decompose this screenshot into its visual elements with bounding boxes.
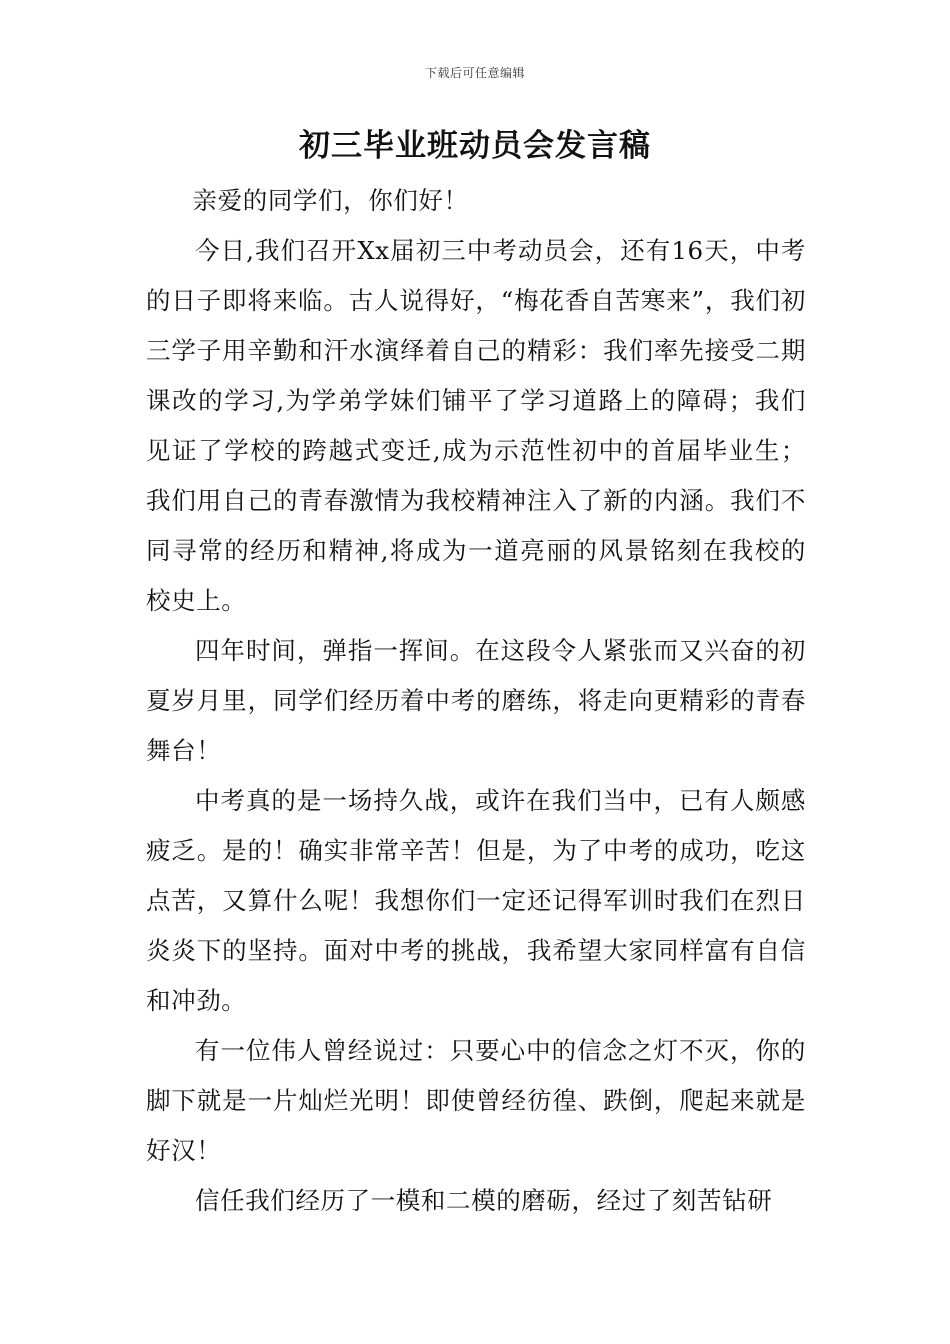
paragraph-greeting: 亲爱的同学们，你们好！ (192, 186, 469, 215)
paragraph: 四年时间，弹指一挥间。在这段令人紧张而又兴奋的初夏岁月里，同学们经历着中考的磨练，将走向更精彩的青春舞台！ (146, 636, 806, 765)
paragraph: 今日,我们召开Xx届初三中考动员会，还有16天，中考的日子即将来临。古人说得好，“梅花香自苦寒来”，我们初三学子用辛勤和汗水演绎着自己的精彩：我们率先接受二期课改的学习,为学弟学妹们铺平了学习道路上的障碍；我们见证了学校的跨越式变迁,成为示范性初中的首届毕业生；我们用自己的青春激情为我校精神注入了新的内涵。我们不同寻常的经历和精神,将成为一道亮丽的风景铭刻在我校的校史上。 (146, 236, 806, 615)
paragraph: 信任我们经历了一模和二模的磨砺，经过了刻苦钻研 (195, 1186, 773, 1215)
page-title: 初三毕业班动员会发言稿 (299, 128, 651, 164)
header-note: 下载后可任意编辑 (424, 66, 525, 80)
paragraph: 中考真的是一场持久战，或许在我们当中，已有人颇感疲乏。是的！确实非常辛苦！但是，为了中考的成功，吃这点苦，又算什么呢！我想你们一定还记得军训时我们在烈日炎炎下的坚持。面对中考的挑战，我希望大家同样富有自信和冲劲。 (146, 786, 806, 1015)
paragraph: 有一位伟人曾经说过：只要心中的信念之灯不灭，你的脚下就是一片灿烂光明！即使曾经彷徨、跌倒，爬起来就是好汉！ (146, 1036, 806, 1165)
document-body (146, 176, 806, 1226)
